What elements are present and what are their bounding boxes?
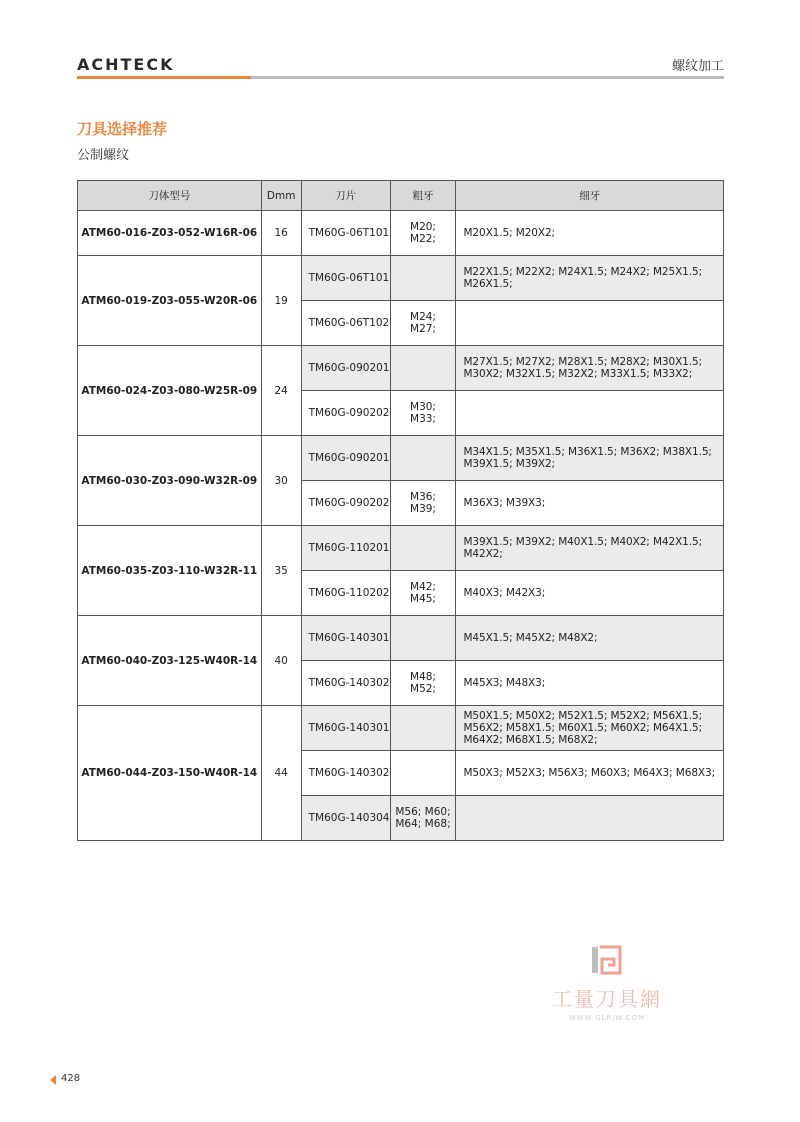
holder-cell: ATM60-024-Z03-080-W25R-09 xyxy=(78,346,262,436)
page-title: 刀具选择推荐 xyxy=(77,120,168,138)
watermark-text: 工量刀具網 xyxy=(552,987,662,1011)
insert-cell: TM60G-06T101 xyxy=(301,211,390,256)
section-title: 螺纹加工 xyxy=(671,59,724,74)
coarse-cell xyxy=(390,436,456,481)
page-arrow-icon xyxy=(50,1075,56,1085)
table-row xyxy=(78,211,724,256)
insert-cell: TM60G-140302 xyxy=(301,751,390,796)
fine-cell: M20X1.5; M20X2; xyxy=(456,211,724,256)
fine-cell: M45X1.5; M45X2; M48X2; xyxy=(456,616,724,661)
fine-cell: M50X3; M52X3; M56X3; M60X3; M64X3; M68X3; xyxy=(456,751,724,796)
fine-cell: M22X1.5; M22X2; M24X1.5; M24X2; M25X1.5; M26X1.5; xyxy=(456,256,724,301)
insert-cell: TM60G-140302 xyxy=(301,661,390,706)
coarse-cell xyxy=(390,751,456,796)
diameter-cell: 44 xyxy=(261,706,301,841)
fine-cell: M39X1.5; M39X2; M40X1.5; M40X2; M42X1.5; M42X2; xyxy=(456,526,724,571)
insert-cell: TM60G-140301 xyxy=(301,706,390,751)
header-fine-thread: 细牙 xyxy=(456,181,724,211)
fine-cell: M27X1.5; M27X2; M28X1.5; M28X2; M30X1.5; M30X2; M32X1.5; M32X2; M33X1.5; M33X2; xyxy=(456,346,724,391)
holder-cell: ATM60-035-Z03-110-W32R-11 xyxy=(78,526,262,616)
coarse-cell: M42; M45; xyxy=(390,571,456,616)
coarse-cell: M30; M33; xyxy=(390,391,456,436)
coarse-cell xyxy=(390,256,456,301)
diameter-cell: 30 xyxy=(261,436,301,526)
coarse-cell: M36; M39; xyxy=(390,481,456,526)
holder-cell: ATM60-040-Z03-125-W40R-14 xyxy=(78,616,262,706)
insert-cell: TM60G-06T101 xyxy=(301,256,390,301)
insert-cell: TM60G-090201 xyxy=(301,346,390,391)
watermark xyxy=(537,945,677,1022)
fine-cell xyxy=(456,391,724,436)
insert-cell: TM60G-140304 xyxy=(301,796,390,841)
insert-cell: TM60G-110201 xyxy=(301,526,390,571)
coarse-cell: M48; M52; xyxy=(390,661,456,706)
fine-cell: M50X1.5; M50X2; M52X1.5; M52X2; M56X1.5; M56X2; M58X1.5; M60X1.5; M60X2; M64X1.5; M64X2; M68X1.5; M68X2; xyxy=(456,706,724,751)
header-holder: 刀体型号 xyxy=(78,181,262,211)
diameter-cell: 19 xyxy=(261,256,301,346)
diameter-cell: 16 xyxy=(261,211,301,256)
diameter-cell: 35 xyxy=(261,526,301,616)
header-coarse-thread: 粗牙 xyxy=(390,181,456,211)
table-row xyxy=(78,436,724,481)
coarse-cell: M24; M27; xyxy=(390,301,456,346)
coarse-cell xyxy=(390,526,456,571)
insert-cell: TM60G-090201 xyxy=(301,436,390,481)
fine-cell: M36X3; M39X3; xyxy=(456,481,724,526)
table-row xyxy=(78,616,724,661)
coarse-cell xyxy=(390,346,456,391)
page-subtitle: 公制螺纹 xyxy=(77,148,130,163)
holder-cell: ATM60-019-Z03-055-W20R-06 xyxy=(78,256,262,346)
coarse-cell xyxy=(390,616,456,661)
holder-cell: ATM60-044-Z03-150-W40R-14 xyxy=(78,706,262,841)
coarse-cell xyxy=(390,706,456,751)
brand-logo: ACHTECK xyxy=(77,55,175,74)
insert-cell: TM60G-090202 xyxy=(301,481,390,526)
fine-cell: M40X3; M42X3; xyxy=(456,571,724,616)
diameter-cell: 24 xyxy=(261,346,301,436)
page-number: 428 xyxy=(61,1073,81,1084)
table-row xyxy=(78,346,724,391)
table-header-row xyxy=(78,181,724,211)
coarse-cell: M56; M60; M64; M68; xyxy=(390,796,456,841)
fine-cell xyxy=(456,301,724,346)
diameter-cell: 40 xyxy=(261,616,301,706)
holder-cell: ATM60-016-Z03-052-W16R-06 xyxy=(78,211,262,256)
coarse-cell: M20; M22; xyxy=(390,211,456,256)
header-accent-bar xyxy=(77,76,251,79)
insert-cell: TM60G-06T102 xyxy=(301,301,390,346)
fine-cell: M45X3; M48X3; xyxy=(456,661,724,706)
header-diameter: Dmm xyxy=(261,181,301,211)
fine-cell xyxy=(456,796,724,841)
header-insert: 刀片 xyxy=(301,181,390,211)
insert-cell: TM60G-110202 xyxy=(301,571,390,616)
insert-cell: TM60G-090202 xyxy=(301,391,390,436)
fine-cell: M34X1.5; M35X1.5; M36X1.5; M36X2; M38X1.5; M39X1.5; M39X2; xyxy=(456,436,724,481)
holder-cell: ATM60-030-Z03-090-W32R-09 xyxy=(78,436,262,526)
tool-selection-table xyxy=(77,180,724,841)
watermark-logo-icon xyxy=(590,945,624,977)
insert-cell: TM60G-140301 xyxy=(301,616,390,661)
table-row xyxy=(78,256,724,301)
table-row xyxy=(78,526,724,571)
table-row xyxy=(78,706,724,751)
watermark-url: WWW.GLRJW.COM xyxy=(568,1014,646,1022)
